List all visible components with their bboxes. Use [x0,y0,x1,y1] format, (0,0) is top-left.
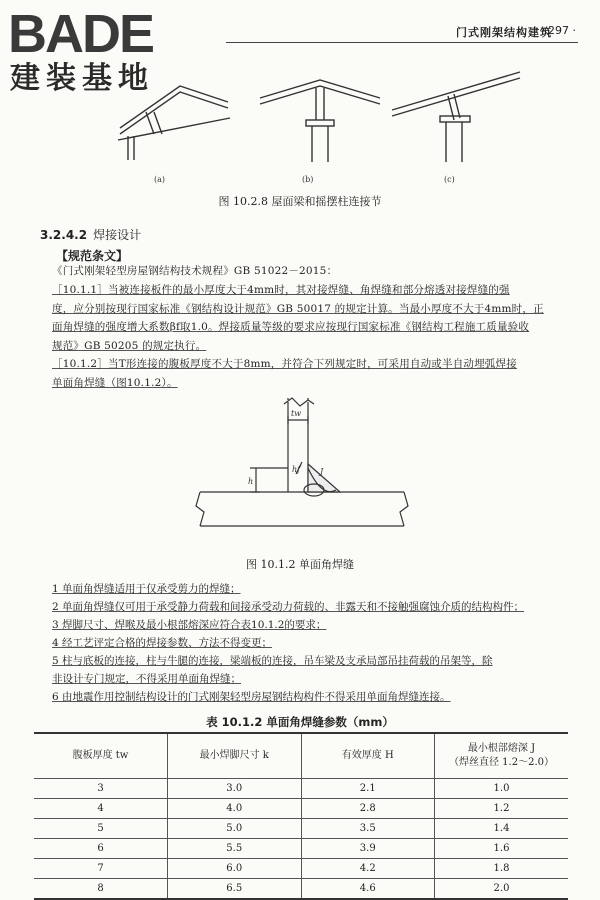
table-row [34,819,568,839]
figure-single-fillet-weld [190,396,420,556]
table-row [34,799,568,819]
clause-line: 面角焊缝的强度增大系数βf取1.0。焊接质量等级的要求应按现行国家标准《钢结构工程施工质量验收 [52,321,530,333]
table-cell: 3 [34,779,168,799]
sketch-c-label: (c) [444,175,455,184]
sketch-a [118,86,230,160]
clause-10-1-2 [52,355,572,392]
table-cell: 1.0 [435,779,569,799]
spec-label: 【规范条文】 [56,249,129,263]
flange-plate [196,492,408,526]
section-heading [40,226,141,243]
sketch-b [260,80,380,162]
table-cell: 7 [34,859,168,879]
header-rule [226,42,578,43]
table-cell: 4.6 [301,879,435,900]
table-cell: 1.2 [435,799,569,819]
table-cell: 4 [34,799,168,819]
table-cell: 3.0 [168,779,302,799]
clause-line: 规范》GB 50205 的规定执行。 [52,339,207,352]
table-cell: 6.5 [168,879,302,900]
table-cell: 8 [34,879,168,900]
table-row [34,859,568,879]
list-item: 非设计专门规定，不得采用单面角焊缝； [52,673,241,685]
clause-text: 当被连接板件的最小厚度大于4mm时，其对接焊缝、角焊缝和部分熔透对接焊缝的强 [108,284,510,296]
table-cell: 4.2 [301,859,435,879]
clause-line: 单面角焊缝（图10.1.2）。 [52,376,178,389]
logo-sub: 建装基地 [10,61,154,94]
list-item: 2 单面角焊缝仅可用于承受静力荷载和间接承受动力荷载的、非露天和不接触强腐蚀介质的结构构件； [52,601,525,613]
list-item: 6 由地震作用控制结构设计的门式刚架轻型房屋钢结构构件不得采用单面角焊缝连接。 [52,691,451,703]
figure-top-caption: 图 10.2.8 屋面梁和摇摆柱连接节 [218,195,382,208]
table-cell: 1.8 [435,859,569,879]
header-page-number: · 297 · [541,24,576,37]
sketch-c [392,72,520,162]
table-cell: 3.5 [301,819,435,839]
clause-text: 当T形连接的腹板厚度不大于8mm，并符合下列规定时，可采用自动或半自动埋弧焊接 [108,358,517,370]
sketch-b-label: (b) [302,175,314,184]
label-h: h [248,477,254,486]
table-cell: 4.0 [168,799,302,819]
table-cell: 6.0 [168,859,302,879]
table-cell: 1.4 [435,819,569,839]
table-cell: 5.0 [168,819,302,839]
table-cell: 5 [34,819,168,839]
table-header-row [34,733,568,779]
table-row [34,779,568,799]
requirements-list [52,580,582,706]
list-item: 1 单面角焊缝适用于仅承受剪力的焊缝； [52,583,241,595]
clause-line: 度，应分别按现行国家标准《钢结构设计规范》GB 50017 的规定计算。当最小厚度不大于4mm时，正 [52,302,544,315]
list-item: 4 经工艺评定合格的焊接参数、方法不得变更； [52,637,273,649]
table-cell: 2.1 [301,779,435,799]
source-line: 《门式刚架轻型房屋钢结构技术规程》GB 51022－2015： [52,265,338,277]
table-cell: 2.8 [301,799,435,819]
col-web-thickness: 腹板厚度 tw [34,733,168,779]
col-min-leg-size: 最小焊脚尺寸 k [168,733,302,779]
table-cell: 3.9 [301,839,435,859]
col-min-root-penetration-label: 最小根部熔深 J [467,743,536,754]
table-row [34,879,568,900]
section-title: 焊接设计 [93,228,142,242]
logo-brand: BADE [8,4,154,64]
figure-weld-caption: 图 10.1.2 单面角焊缝 [246,558,354,571]
col-min-root-penetration [435,733,569,779]
section-number: 3.2.4.2 [40,228,88,242]
label-hf: hf [292,465,301,474]
figure-beam-column-connections [110,50,530,190]
table-cell: 5.5 [168,839,302,859]
col-wire-diameter-note: （焊丝直径 1.2～2.0） [449,757,554,768]
clause-line [52,281,572,300]
clause-tag: ［10.1.2］ [52,358,108,370]
table-title: 表 10.1.2 单面角焊缝参数（mm） [206,715,394,729]
list-item: 3 焊脚尺寸、焊喉及最小根部熔深应符合表10.1.2的要求； [52,619,327,631]
sketch-a-label: (a) [154,175,166,184]
clause-10-1-1 [52,281,572,355]
table-cell: 1.6 [435,839,569,859]
weld-params-table [34,732,568,900]
list-item: 5 柱与底板的连接，柱与牛腿的连接，梁端板的连接，吊车梁及支承局部吊挂荷载的吊架等，除 [52,655,493,667]
label-tw: tw [291,409,302,418]
label-j: J [320,467,324,476]
header-title: 门式刚架结构建筑 [456,26,552,39]
clause-line [52,355,572,374]
table-row [34,839,568,859]
table-cell: 6 [34,839,168,859]
clause-tag: ［10.1.1］ [52,284,108,296]
col-effective-thickness: 有效厚度 H [301,733,435,779]
table-cell: 2.0 [435,879,569,900]
